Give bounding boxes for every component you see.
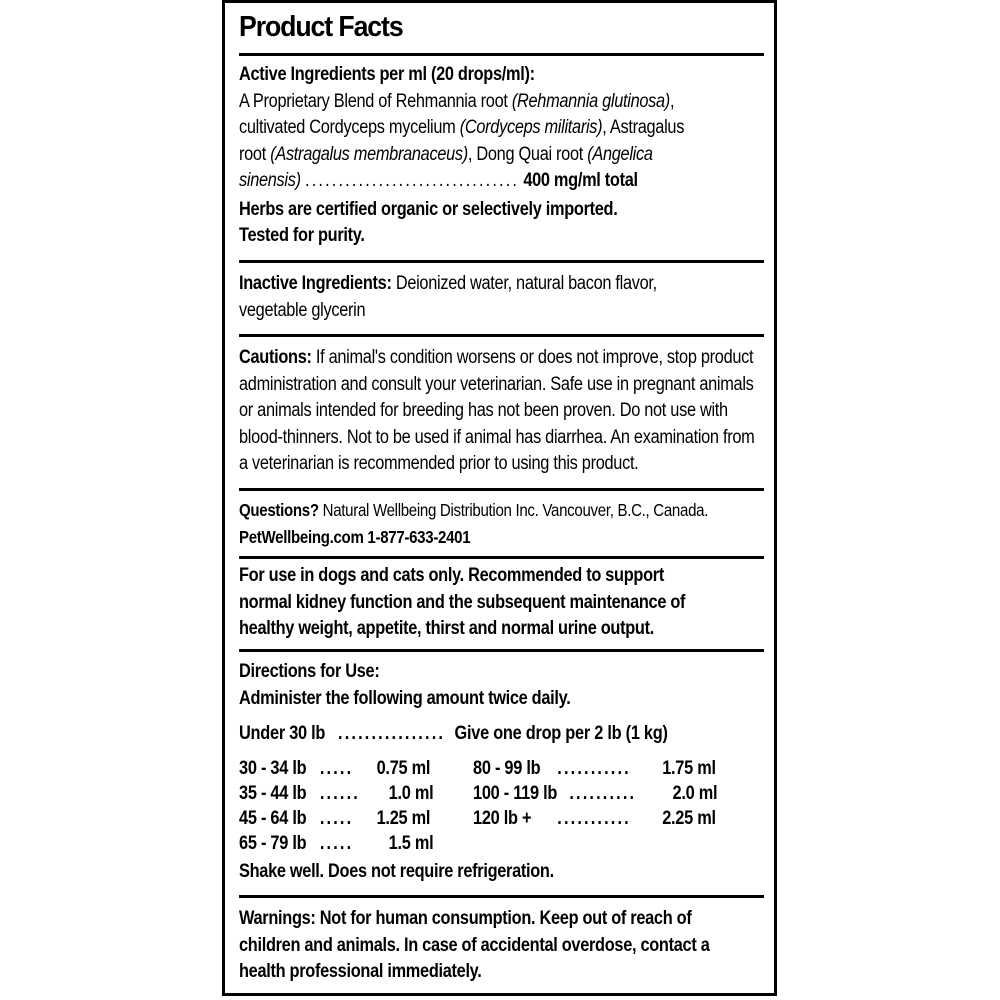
company-text: Natural Wellbeing Distribution Inc. Vancouver, B.C., Canada. [318, 500, 709, 520]
dosage-row [473, 808, 716, 830]
dosage-row [239, 783, 433, 805]
dosage-row [473, 758, 716, 780]
storage-instructions: Shake well. Does not require refrigeration. [239, 861, 554, 882]
use-statement [239, 563, 764, 643]
text: cultivated Cordyceps mycelium [239, 117, 460, 138]
divider [239, 649, 764, 652]
dose: 0.75 ml [376, 758, 431, 779]
leader-dots: ................................ [305, 170, 520, 191]
inactive-text: vegetable glycerin [239, 299, 366, 321]
leader-dots: ..... [319, 808, 354, 829]
dosage-row [239, 758, 430, 780]
dose: 2.0 ml [672, 783, 718, 804]
questions-label: Questions? [239, 500, 319, 520]
text: root [239, 143, 271, 165]
dose: Give one drop per 2 lb (1 kg) [454, 723, 668, 744]
ingredient-line [239, 89, 764, 116]
latin-name: (Rehmannia glutinosa) [511, 90, 670, 112]
cautions-text: administration and consult your veterinarian. Safe use in pregnant animals [239, 373, 754, 395]
dose: 1.25 ml [376, 808, 431, 829]
text: A Proprietary Blend of Rehmannia root [239, 90, 512, 112]
divider [239, 488, 764, 491]
use-text: For use in dogs and cats only. Recommended to support [239, 565, 664, 586]
leader-dots: ........... [557, 808, 631, 829]
contact-line: PetWellbeing.com 1-877-633-2401 [239, 526, 471, 547]
warnings-text: health professional immediately. [239, 961, 482, 982]
dosage-row [473, 783, 717, 805]
product-facts-label [222, 0, 777, 996]
directions-section [239, 659, 764, 712]
leader-dots: ..... [319, 833, 354, 854]
divider [239, 260, 764, 263]
divider [239, 895, 764, 898]
warnings-text: children and animals. In case of accidental overdose, contact a [239, 934, 710, 956]
latin-name: (Astragalus membranaceus) [270, 143, 468, 165]
cautions-label: Cautions: [239, 347, 312, 368]
leader-dots: ...... [319, 783, 360, 804]
weight-range: 65 - 79 lb [239, 833, 307, 854]
active-ingredients-heading: Active Ingredients per ml (20 drops/ml): [239, 64, 535, 85]
directions-intro: Administer the following amount twice daily. [239, 687, 571, 709]
dose: 1.0 ml [388, 783, 434, 804]
dosage-row [239, 808, 430, 830]
directions-heading: Directions for Use: [239, 661, 380, 682]
cautions-text: If animal's condition worsens or does not improve, stop product [311, 347, 754, 368]
leader-dots: ..... [319, 758, 354, 779]
latin-name: (Cordyceps militaris) [459, 117, 603, 138]
ingredient-line [239, 142, 764, 169]
weight-range: 80 - 99 lb [473, 758, 541, 779]
organic-statement: Herbs are certified organic or selectively imported. [239, 198, 618, 220]
label-title: Product Facts [239, 11, 403, 43]
cautions-text: a veterinarian is recommended prior to using this product. [239, 453, 639, 474]
dosage-row-under-30 [239, 723, 668, 745]
weight-range: 35 - 44 lb [239, 783, 307, 804]
divider [239, 556, 764, 559]
dose: 1.75 ml [662, 758, 716, 779]
leader-dots: .......... [569, 783, 637, 804]
weight-range: 120 lb + [473, 808, 532, 829]
questions-section [239, 497, 764, 550]
inactive-label: Inactive Ingredients: [239, 273, 392, 294]
leader-dots: ................ [338, 723, 446, 744]
warnings-section [239, 906, 764, 986]
text: , Dong Quai root [467, 143, 588, 165]
purity-statement: Tested for purity. [239, 225, 365, 246]
latin-name: (Angelica [587, 143, 653, 165]
dose: 1.5 ml [388, 833, 434, 854]
use-text: healthy weight, appetite, thirst and normal urine output. [239, 618, 654, 639]
active-ingredients-section [239, 62, 764, 250]
use-text: normal kidney function and the subsequent maintenance of [239, 591, 686, 613]
weight-range: Under 30 lb [239, 723, 326, 744]
weight-range: 30 - 34 lb [239, 758, 307, 779]
inactive-ingredients-section [239, 271, 764, 324]
dosage-row [239, 833, 433, 855]
inactive-text: Deionized water, natural bacon flavor, [391, 273, 657, 294]
cautions-text: blood-thinners. Not to be used if animal has diarrhea. An examination from [239, 426, 755, 448]
ingredient-line [239, 168, 764, 195]
cautions-section [239, 345, 764, 478]
total-amount: 400 mg/ml total [523, 170, 638, 191]
text: , Astragalus [602, 117, 685, 138]
latin-name: sinensis) [239, 170, 301, 191]
weight-range: 45 - 64 lb [239, 808, 307, 829]
leader-dots: ........... [557, 758, 631, 779]
divider [239, 334, 764, 337]
warnings-text: Warnings: Not for human consumption. Keep out of reach of [239, 908, 692, 929]
ingredient-line [239, 115, 764, 142]
weight-range: 100 - 119 lb [473, 783, 558, 804]
text: , [669, 90, 675, 112]
cautions-text: or animals intended for breeding has not been proven. Do not use with [239, 400, 728, 421]
divider [239, 53, 764, 56]
dose: 2.25 ml [662, 808, 716, 829]
